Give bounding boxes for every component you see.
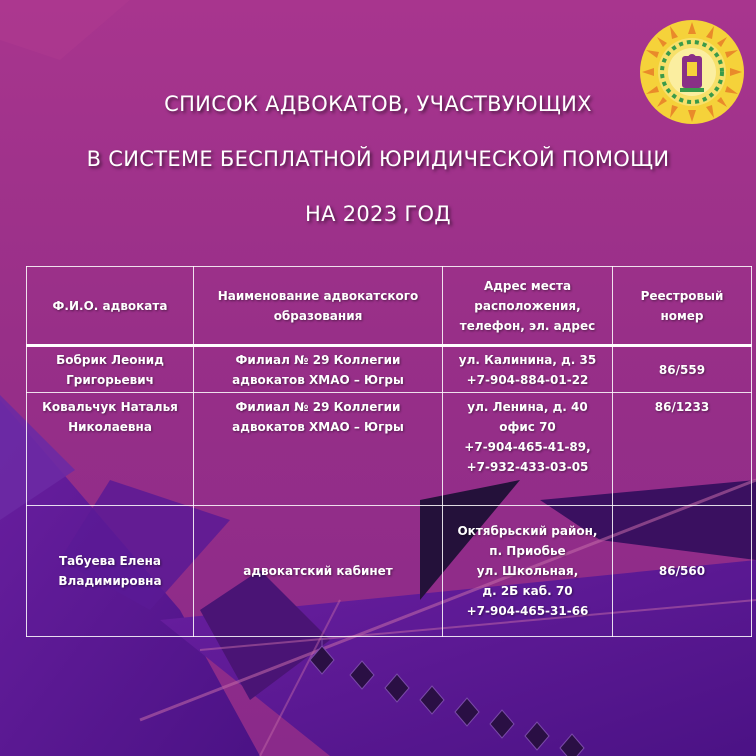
page-title-line-1: СПИСОК АДВОКАТОВ, УЧАСТВУЮЩИХ [164,92,592,116]
lawyer-organization: Филиал № 29 Коллегии адвокатов ХМАО – Югры [194,346,443,393]
lawyer-name: Табуева Елена Владимировна [27,506,194,637]
header-organization: Наименование адвокатского образования [194,267,443,346]
table-row [27,506,752,637]
lawyer-registry: 86/559 [613,346,752,393]
lawyer-address: ул. Калинина, д. 35 +7-904-884-01-22 [443,346,613,393]
header-name: Ф.И.О. адвоката [27,267,194,346]
lawyer-address: ул. Ленина, д. 40 офис 70 +7-904-465-41-89, +7-932-433-03-05 [443,393,613,506]
lawyers-table [26,266,752,637]
header-registry: Реестровый номер [613,267,752,346]
lawyer-name: Ковальчук Наталья Николаевна [27,393,194,506]
page-title-line-2: В СИСТЕМЕ БЕСПЛАТНОЙ ЮРИДИЧЕСКОЙ ПОМОЩИ [86,147,670,171]
lawyer-registry: 86/1233 [613,393,752,506]
lawyer-organization: Филиал № 29 Коллегии адвокатов ХМАО – Югры [194,393,443,506]
lawyer-name: Бобрик Леонид Григорьевич [27,346,194,393]
lawyer-address: Октябрьский район, п. Приобье ул. Школьная, д. 2Б каб. 70 +7-904-465-31-66 [443,506,613,637]
lawyer-organization: адвокатский кабинет [194,506,443,637]
table-row [27,393,752,506]
table-header-row [27,267,752,346]
lawyer-registry: 86/560 [613,506,752,637]
header-address: Адрес места расположения, телефон, эл. адрес [443,267,613,346]
page-title-line-3: НА 2023 ГОД [305,202,451,226]
table-row [27,346,752,393]
